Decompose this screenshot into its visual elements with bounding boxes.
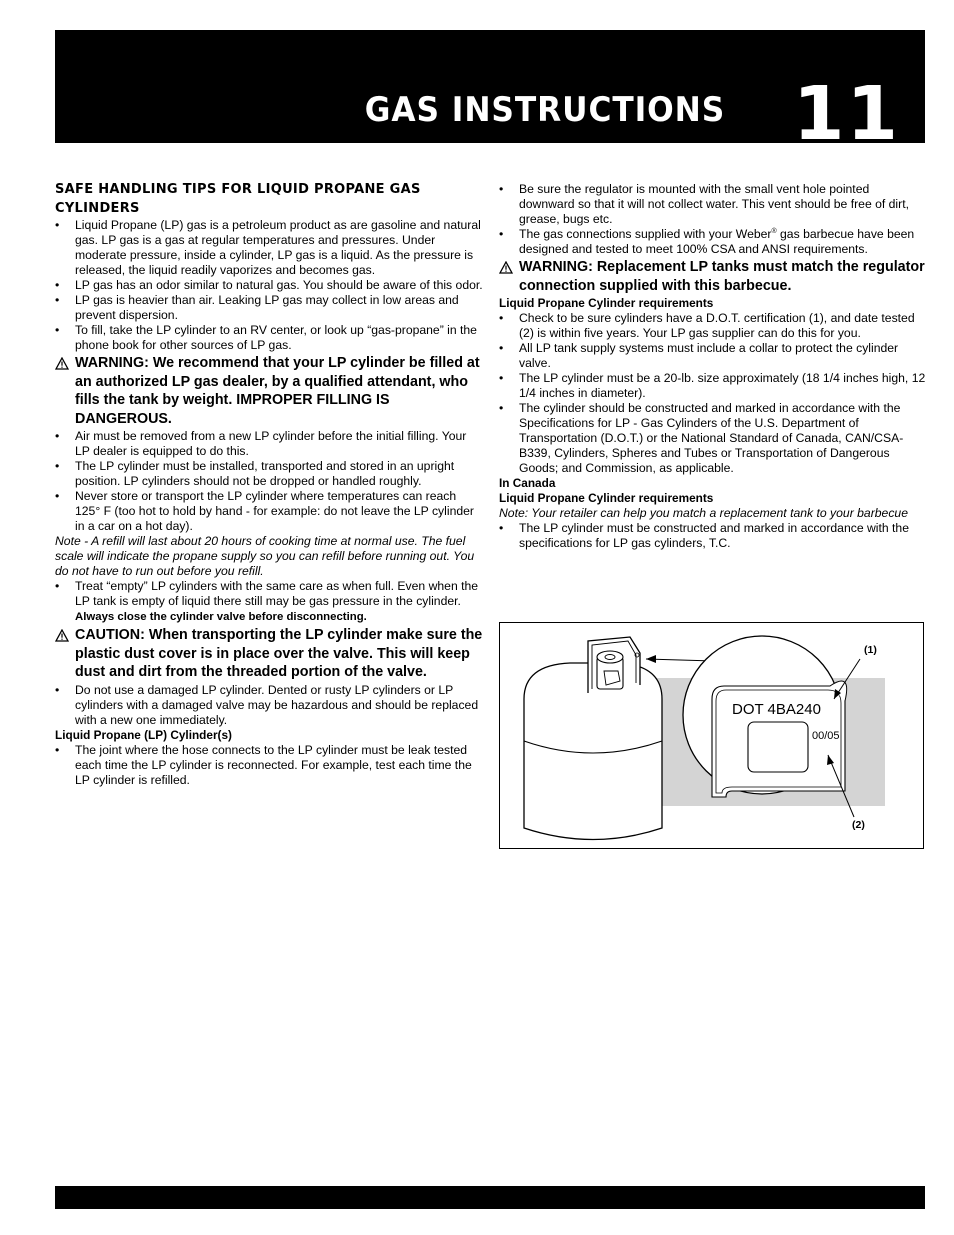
bullet-list-6 xyxy=(499,182,927,257)
list-item: • The cylinder should be constructed and marked in accordance with the Specifications for LP - Gas Cylinders of the U.S. Department of Transportation (D.O.T.) or the National Standard of Canada, CAN/CSA-B339, Cylinders, Spheres and Tubes or Transportation of Dangerous Goods; and Commission, as applicable. xyxy=(499,401,927,476)
warning-text: WARNING: Replacement LP tanks must match the regulator connection supplied with this barbecue. xyxy=(519,259,925,294)
cylinder-illustration xyxy=(500,623,923,848)
bullet-list-2 xyxy=(55,429,483,534)
callout-2: (2) xyxy=(852,819,865,831)
caution-block xyxy=(55,626,483,682)
list-item xyxy=(499,227,927,257)
list-item: • Be sure the regulator is mounted with the small vent hole pointed downward so that it will not collect water. This vent should be free of dirt, grease, bugs etc. xyxy=(499,182,927,227)
bullet-list-4 xyxy=(55,683,483,728)
list-item: • The LP cylinder must be installed, transported and stored in an upright position. LP cylinders should not be dropped or handled roughly. xyxy=(55,459,483,489)
bullet-list-1 xyxy=(55,218,483,353)
warning-icon xyxy=(499,261,513,274)
list-item-text: gas barbecue have been designed and tested to meet 100% CSA and ANSI requirements. xyxy=(519,227,915,256)
list-item: • The LP cylinder must be a 20-lb. size approximately (18 1/4 inches high, 12 1/4 inches in diameter). xyxy=(499,371,927,401)
dot-label: DOT 4BA240 xyxy=(732,701,821,718)
page-title: GAS INSTRUCTIONS xyxy=(364,90,726,130)
warning-block xyxy=(55,354,483,428)
list-item-bold: Always close the cylinder valve before disconnecting. xyxy=(75,611,367,623)
list-item: • LP gas has an odor similar to natural gas. You should be aware of this odor. xyxy=(55,278,483,293)
warning-text: WARNING: We recommend that your LP cylinder be filled at an authorized LP gas dealer, by a qualified attendant, who fills the tank by weight. IMPROPER FILLING IS DANGEROUS. xyxy=(75,355,480,427)
list-item: • The LP cylinder must be constructed and marked in accordance with the specifications for LP gas cylinders, T.C. xyxy=(499,521,927,551)
cylinder-figure xyxy=(499,622,924,849)
note-text: Note - A refill will last about 20 hours of cooking time at normal use. The fuel scale will indicate the propane supply so you can refill before running out. You do not have to run out before you refill. xyxy=(55,534,475,578)
left-column xyxy=(55,180,483,788)
callout-1: (1) xyxy=(864,644,877,656)
bullet-list-8 xyxy=(499,521,927,551)
bullet-list-3 xyxy=(55,579,483,625)
page-footer-bar xyxy=(55,1186,925,1209)
list-item: • Never store or transport the LP cylinder where temperatures can reach 125° F (too hot to hold by hand - for example: do not leave the LP cylinder in a car on a hot day). xyxy=(55,489,483,534)
caution-text: CAUTION: When transporting the LP cylinder make sure the plastic dust cover is in place over the valve. This will keep dust and dirt from the threaded portion of the valve. xyxy=(75,627,483,680)
subheading: In Canada xyxy=(499,476,556,490)
list-item: • The joint where the hose connects to the LP cylinder must be leak tested each time the LP cylinder is reconnected. For example, test each time the LP cylinder is refilled. xyxy=(55,743,483,788)
registered-mark: ® xyxy=(771,227,777,235)
section-title: SAFE HANDLING TIPS FOR LIQUID PROPANE GAS CYLINDERS xyxy=(55,182,421,216)
list-item: • Air must be removed from a new LP cylinder before the initial filling. Your LP dealer is equipped to do this. xyxy=(55,429,483,459)
list-item: • Liquid Propane (LP) gas is a petroleum product as are gasoline and natural gas. LP gas is a gas at regular temperatures and pressures. Under moderate pressure, inside a cylinder, LP gas is a liquid. As the pressure is released, the liquid readily vaporizes and becomes gas. xyxy=(55,218,483,278)
list-item xyxy=(55,579,483,625)
warning-icon xyxy=(55,357,69,370)
bullet-list-7 xyxy=(499,311,927,476)
note-text: Note: Your retailer can help you match a replacement tank to your barbecue xyxy=(499,506,908,520)
subheading: Liquid Propane Cylinder requirements xyxy=(499,491,714,505)
list-item: • LP gas is heavier than air. Leaking LP gas may collect in low areas and prevent dispersion. xyxy=(55,293,483,323)
caution-icon xyxy=(55,629,69,642)
right-column xyxy=(499,182,927,551)
list-item: • To fill, take the LP cylinder to an RV center, or look up “gas-propane” in the phone book for other sources of LP gas. xyxy=(55,323,483,353)
list-item: • Check to be sure cylinders have a D.O.T. certification (1), and date tested (2) is within five years. Your LP gas supplier can do this for you. xyxy=(499,311,927,341)
list-item: • Do not use a damaged LP cylinder. Dented or rusty LP cylinders or LP cylinders with a damaged valve may be hazardous and should be replaced with a new one immediately. xyxy=(55,683,483,728)
list-item: • All LP tank supply systems must include a collar to protect the cylinder valve. xyxy=(499,341,927,371)
warning-block xyxy=(499,258,927,295)
list-item-text: The gas connections supplied with your Weber xyxy=(519,227,772,241)
bullet-list-5 xyxy=(55,743,483,788)
list-item-text: Treat “empty” LP cylinders with the same care as when full. Even when the LP tank is empty of liquid there still may be gas pressure in the cylinder. xyxy=(75,579,479,608)
subheading: Liquid Propane Cylinder requirements xyxy=(499,296,714,310)
page-header xyxy=(55,30,925,157)
date-label: 00/05 xyxy=(812,730,840,742)
page-number: 11 xyxy=(793,71,900,157)
subheading: Liquid Propane (LP) Cylinder(s) xyxy=(55,727,232,742)
stamp-window xyxy=(748,722,808,772)
